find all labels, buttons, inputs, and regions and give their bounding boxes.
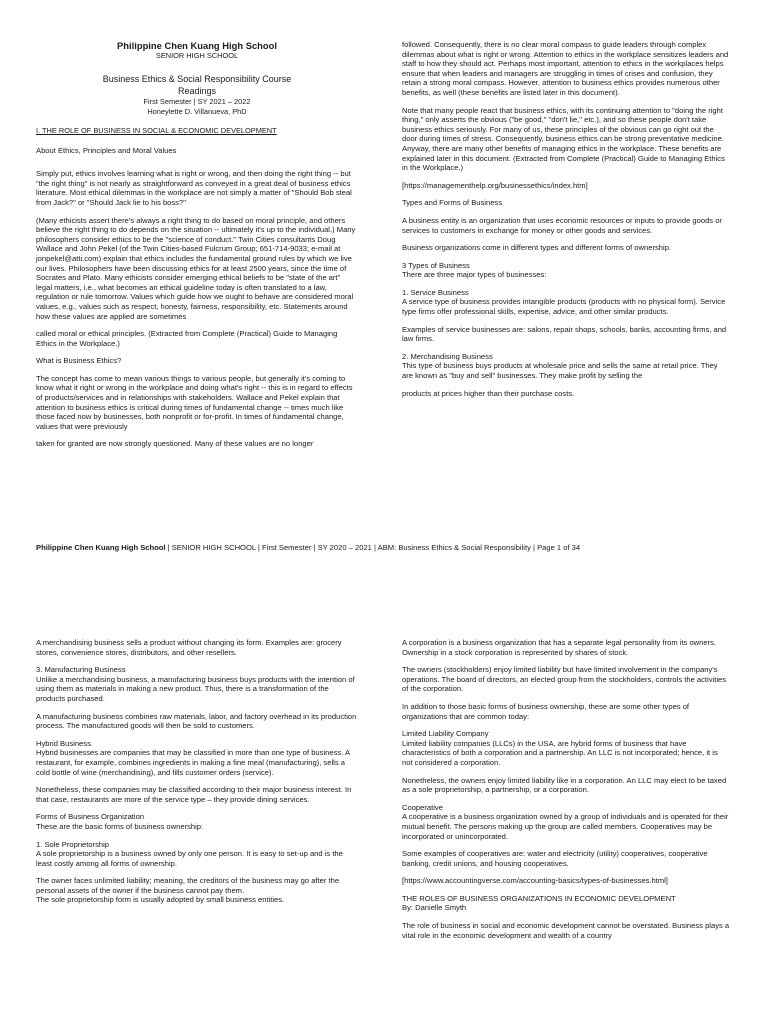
paragraph: A merchandising business sells a product without changing its form. Examples are: grocery stores, convenience stores, distributors, and other resellers. (36, 638, 342, 657)
paragraph: Cooperative A cooperative is a business organization owned by a group of individuals and is operated for their mutual benefit. The persons making up the group are called members. Cooperatives may be incorporated or unincorporated. (402, 802, 729, 841)
paragraph: Forms of Business Organization These are the basic forms of business ownership: (36, 812, 204, 831)
paragraph: The role of business in social and economic development cannot be overstated. Business plays a vital role in the economic development and wealth of a country (402, 921, 730, 940)
paragraph: followed. Consequently, there is no clear moral compass to guide leaders through complex dilemmas about what is right or wrong. Attention to ethics in the workplace sensitizes leaders and staff to how they should act. Perhaps most important, attention to ethics in the workplaces helps ensure that when leaders and managers are struggling in times of crises and confusion, they retain a strong moral compass. However, attention to business ethics provides numerous other benefits, as well (these benefits are listed later in this document). (402, 40, 729, 97)
paragraph: Simply put, ethics involves learning what is right or wrong, and then doing the right thing -- but "the right thing" is not nearly as straightforward as conveyed in a great deal of business ethics literature. Most ethical dilemmas in the workplace are not simply a matter of "Should Bob steal from Jack?" or "Should Jack lie to his boss?" (36, 169, 352, 207)
paragraph: In addition to those basic forms of business ownership, these are some other types of organizations that are common today: (402, 701, 690, 721)
paragraph: 1. Service Business A service type of business provides intangible products (products with no physical form). Service type firms offer professional skills, expertise, advice, and other similar products. (402, 287, 726, 317)
section-heading: I. THE ROLE OF BUSINESS IN SOCIAL & ECONOMIC DEVELOPMENT (36, 126, 277, 135)
subheading-ethics: About Ethics, Principles and Moral Values (36, 145, 177, 155)
paragraph: Examples of service businesses are: salons, repair shops, schools, banks, accounting firms, and law firms. (402, 324, 727, 344)
subheading-business-ethics: What is Business Ethics? (36, 356, 122, 366)
document-header (36, 40, 358, 116)
page2-left-column (36, 638, 358, 913)
footer-details: | SENIOR HIGH SCHOOL | First Semester | SY 2020 – 2021 | ABM: Business Ethics & Social Responsibility | Page 1 of 34 (165, 543, 581, 552)
paragraph: 3. Manufacturing Business Unlike a merchandising business, a manufacturing business buys products with the intention of using them as materials in making a new product. Thus, there is a transformation of the products purchased. (36, 665, 355, 703)
paragraph: Note that many people react that business ethics, with its continuing attention to "doing the right thing," only asserts the obvious ("be good," "don't lie," etc.), and so these people don't take business ethics seriously. For many of us, these principles of the obvious can go right out the door during times of stress. Consequently, business ethics can be strong preventative medicine. Anyway, there are many other benefits of managing ethics in the workplace. These benefits are explained later in this document. (Extracted from Complete (Practical) Guide to Managing Ethics in the Workplace.) (402, 105, 725, 173)
paragraph: Some examples of cooperatives are: water and electricity (utility) cooperatives, cooperative banking, credit unions, and housing cooperatives. (402, 849, 708, 868)
paragraph: THE ROLES OF BUSINESS ORGANIZATIONS IN ECONOMIC DEVELOPMENT By: Danielle Smyth (402, 893, 676, 913)
course-title: Business Ethics & Social Responsibility Course (102, 74, 292, 84)
paragraph: products at prices higher than their purchase costs. (402, 388, 575, 398)
paragraph: taken for granted are now strongly questioned. Many of these values are no longer (36, 439, 314, 449)
footer-school: Philippine Chen Kuang High School (36, 543, 166, 552)
paragraph: 1. Sole Proprietorship A sole proprietorship is a business owned by only one person. It is easy to set-up and is the least costly among all forms of ownership. (36, 839, 343, 868)
paragraph: Nonetheless, the owners enjoy limited liability like in a corporation. An LLC may elect to be taxed as a sole proprietorship, a partnership, or a corporation. (402, 775, 727, 795)
paragraph: Hybrid Business Hybrid businesses are companies that may be classified in more than one type of business. A restaurant, for example, combines ingredients in making a fine meal (manufacturing), sells a cold bottle of wine (merchandising), and fills customer orders (service). (36, 738, 350, 777)
paragraph: The owners (stockholders) enjoy limited liability but have limited involvement in the company's operations. The board of directors, an elected group from the stockholders, controls the activities of the corporation. (402, 665, 727, 694)
school-name: Philippine Chen Kuang High School (117, 40, 277, 51)
paragraph: A corporation is a business organization that has a separate legal personality from its owners. Ownership in a stock corporation is represented by shares of stock. (402, 638, 717, 657)
paragraph: Limited Liability Company Limited liability companies (LLCs) in the USA, are hybrid forms of business that have characteristics of both a corporation and a partnership. An LLC is not incorporated; hence, it is not considered a corporation. (402, 729, 718, 767)
paragraph: 2. Merchandising Business This type of business buys products at wholesale price and sells the same at retail price. They are known as "buy and sell" businesses. They make profit by selling the (402, 351, 718, 381)
paragraph: Business organizations come in different types and different forms of ownership. (402, 243, 672, 253)
author-line: Honeylette D. Villanueva, PhD (147, 106, 247, 116)
paragraph: Nonetheless, these companies may be classified according to their major business interest. In that case, restaurants are more of the service type – they provide dining services. (36, 785, 352, 804)
paragraph: (Many ethicists assert there's always a right thing to do based on moral principle, and others believe the right thing to do depends on the situation -- ultimately it's up to the individual.) Many philosophers consider ethics to be the "science of conduct." Twin Cities consultants Doug Wallace and John Pekel (of the Twin Cities-based Fulcrum Group; 651-714-9033; e-mail at jonpekel@atti.com) explain that ethics includes the fundamental ground rules by which we live our lives. Philosophers have been discussing ethics for at least 2500 years, since the time of Socrates and Plato. Many ethicists consider emerging ethical beliefs to be "state of the art" legal matters, i.e., what becomes an ethical guideline today is often translated to a law, regulation or rule tomorrow. Values which guide how we ought to behave are considered moral values, e.g., values such as respect, honesty, fairness, responsibility, etc. Statements around how these values are applied are sometimes (36, 215, 356, 321)
paragraph: A business entity is an organization that uses economic resources or inputs to provide goods or services to customers in exchange for money or other goods and services. (402, 215, 722, 235)
paragraph: called moral or ethical principles. (Extracted from Complete (Practical) Guide to Managing Ethics in the Workplace.) (36, 329, 338, 348)
page2-right-column (402, 638, 730, 948)
page1-right-column (402, 40, 730, 406)
reference-link: [https://www.accountingverse.com/accounting-basics/types-of-businesses.html] (402, 876, 668, 886)
paragraph: The owner faces unlimited liability; meaning, the creditors of the business may go after the personal assets of the owner if the business cannot pay them. The sole proprietorship form is usually adopted by small business entities. (36, 876, 340, 905)
document-page-2 (0, 560, 768, 1024)
paragraph: A manufacturing business combines raw materials, labor, and factory overhead in its production process. The manufactured goods will then be sold to customers. (36, 711, 357, 731)
department-name: SENIOR HIGH SCHOOL (155, 51, 239, 60)
reference-link: [https://managementhelp.org/businessethics/index.htm] (402, 180, 588, 190)
subheading-types-forms: Types and Forms of Business (402, 198, 503, 208)
course-subtitle: Readings (177, 86, 217, 96)
page-footer (36, 543, 736, 553)
semester-line: First Semester | SY 2021 – 2022 (143, 97, 251, 106)
page1-left-column (36, 40, 358, 457)
paragraph: The concept has come to mean various things to various people, but generally it's coming to know what it right or wrong in the workplace and doing what's right -- this is in regard to effects of products/services and in relationships with stakeholders. Wallace and Pekel explain that attention to business ethics is critical during times of fundamental change -- times much like those faced now by businesses, both nonprofit or for-profit. In times of fundamental change, values that were previously (36, 373, 353, 431)
paragraph: 3 Types of Business There are three major types of businesses: (402, 260, 547, 280)
